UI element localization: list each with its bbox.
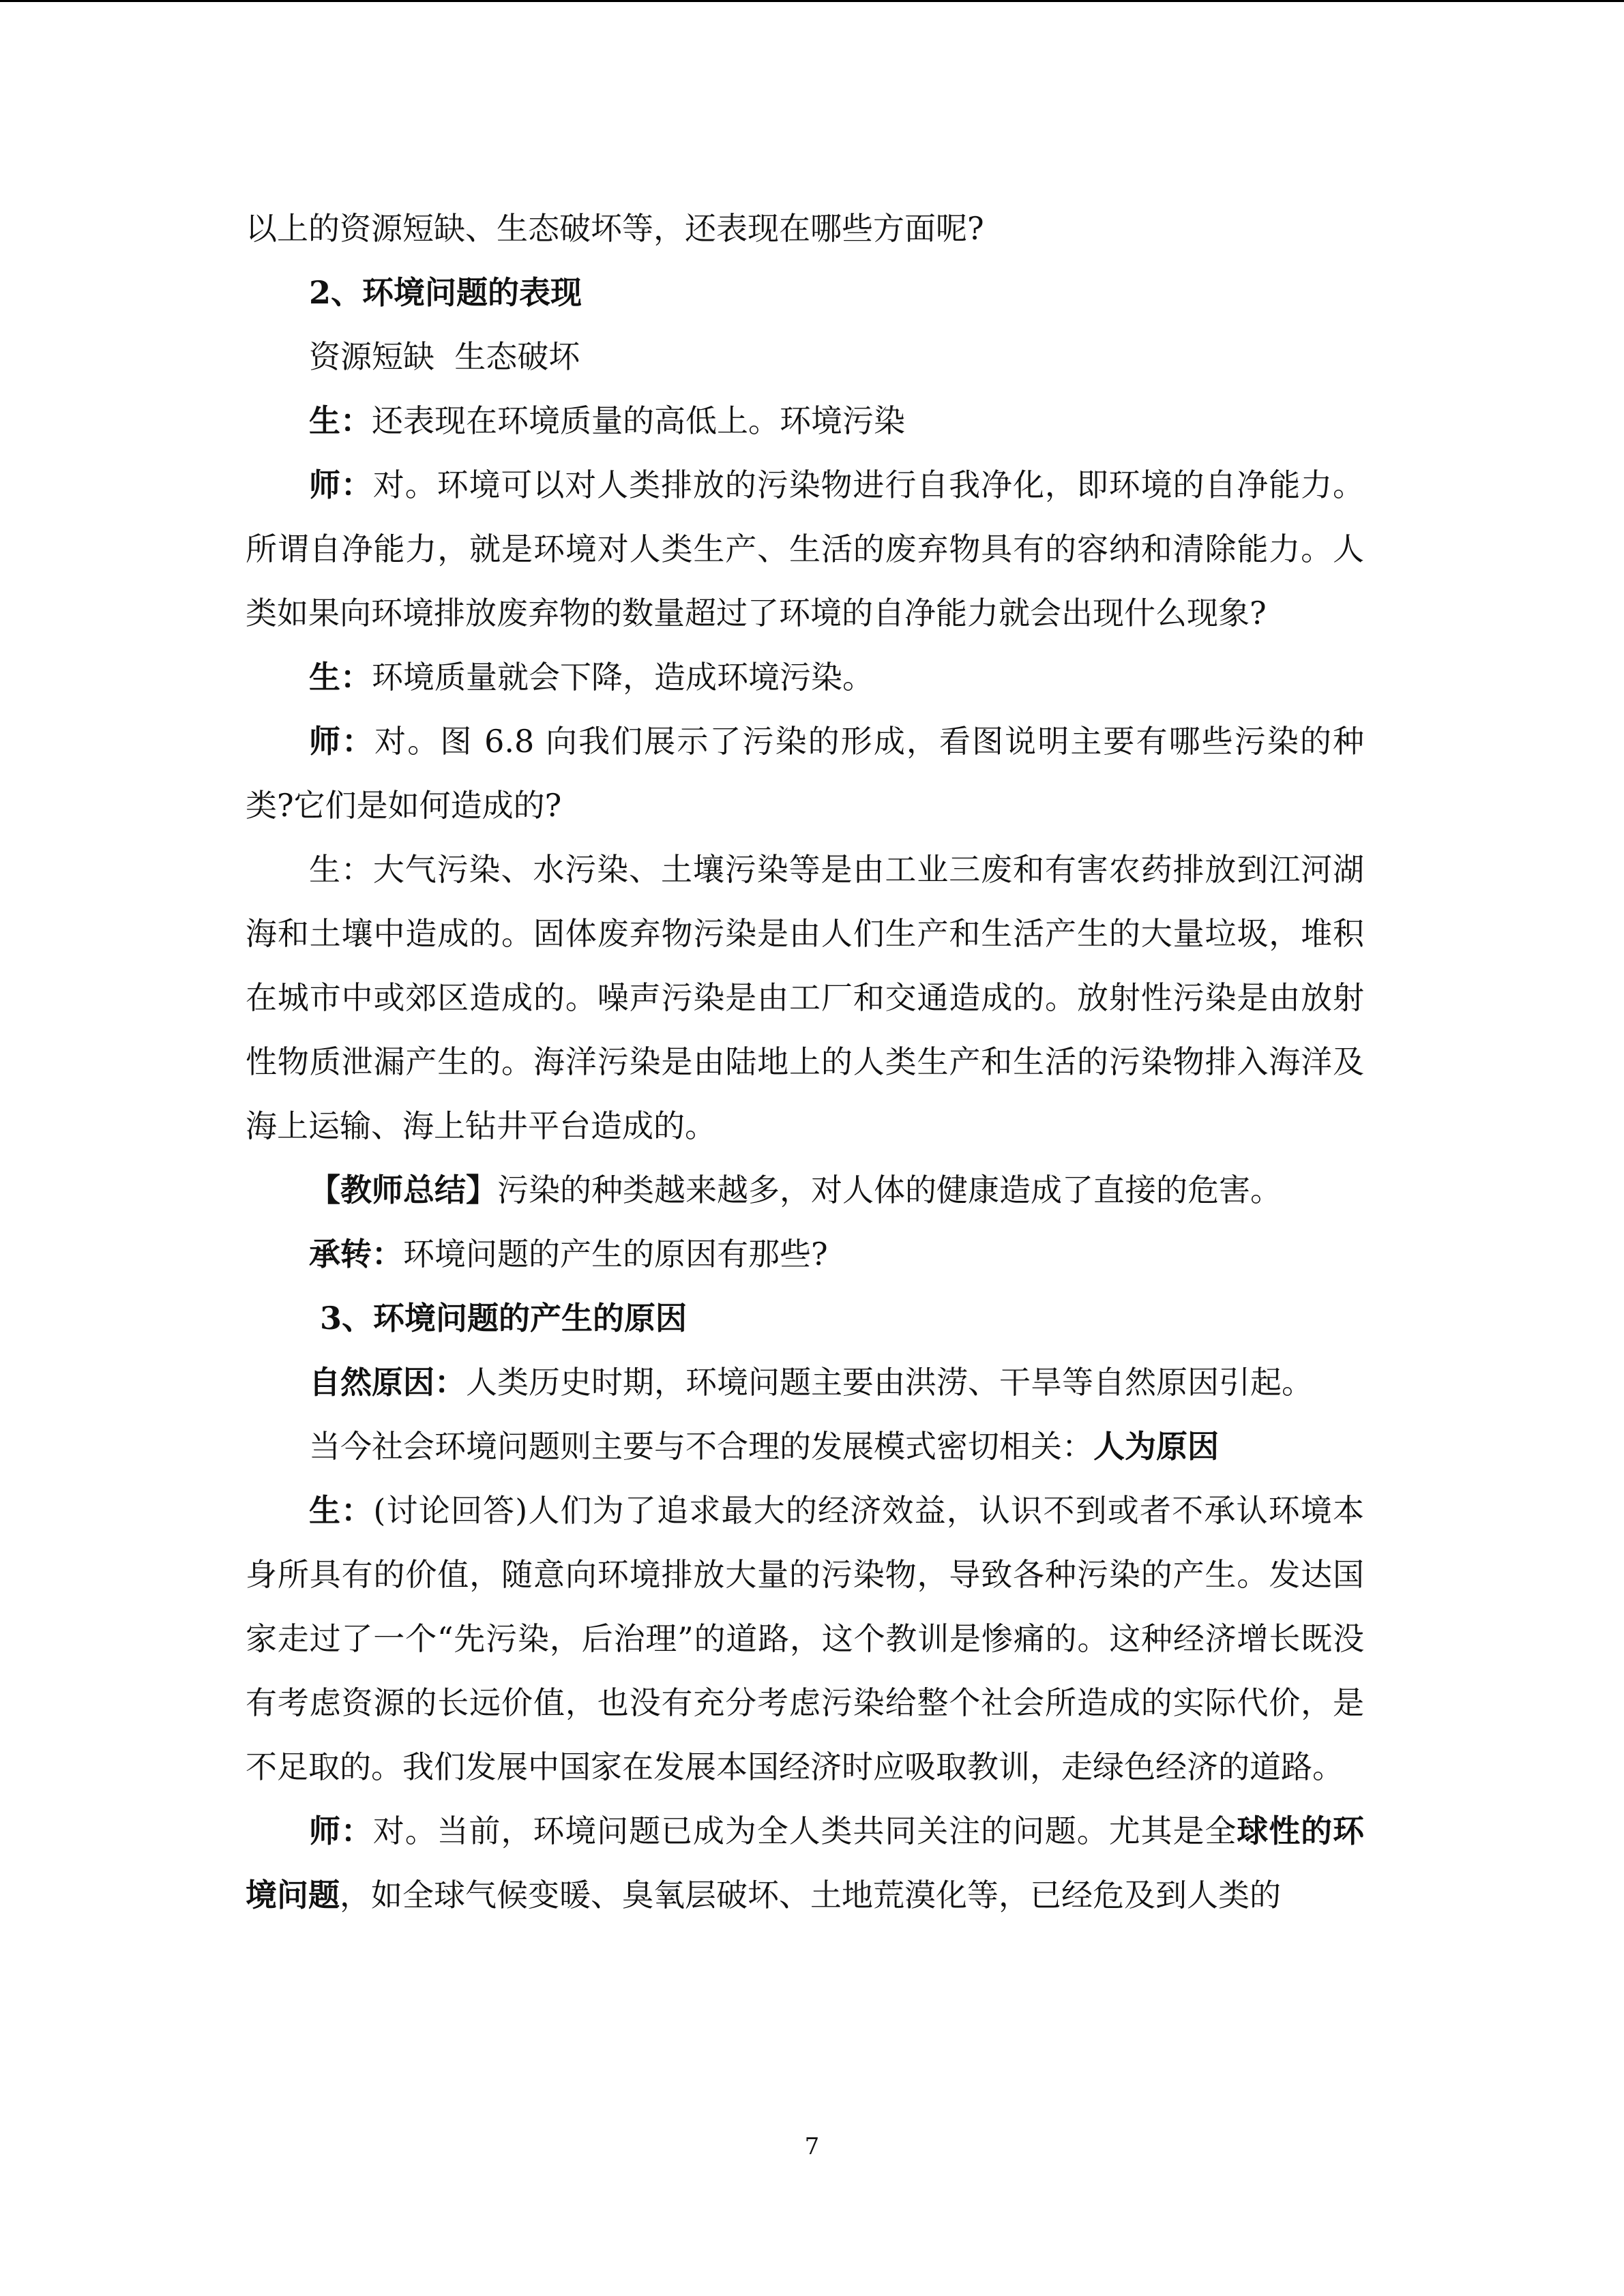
paragraph-text: 对。图 6.8 向我们展示了污染的形成，看图说明主要有哪些污染的种类?它们是如何造成的?	[246, 723, 1364, 824]
section-heading-2: 2、环境问题的表现	[309, 274, 582, 311]
paragraph-text: 对。当前，环境问题已成为全人类共同关注的问题。尤其是全	[372, 1813, 1237, 1849]
paragraph-4	[246, 389, 1364, 453]
paragraph-text: 污染的种类越来越多，对人体的健康造成了直接的危害。	[497, 1172, 1282, 1208]
human-cause-label: 人为原因	[1093, 1428, 1219, 1465]
paragraph-text: 环境质量就会下降，造成环境污染。	[372, 659, 874, 696]
paragraph-text: 还表现在环境质量的高低上。环境污染	[372, 402, 905, 439]
paragraph-text: ，如全球气候变暖、臭氧层破坏、土地荒漠化等，已经危及到人类的	[340, 1877, 1281, 1913]
document-body	[246, 196, 1364, 1927]
emphasis-text: 球性的环境问题	[246, 1813, 1364, 1913]
natural-cause-label: 自然原因：	[309, 1364, 466, 1401]
paragraph-12	[246, 1350, 1364, 1414]
paragraph-1: 以上的资源短缺、生态破坏等，还表现在哪些方面呢?	[246, 210, 984, 247]
paragraph-14	[246, 1478, 1364, 1799]
paragraph-text: 对。环境可以对人类排放的污染物进行自我净化，即环境的自净能力。所谓自净能力，就是环境对人类生产、生活的废弃物具有的容纳和清除能力。人类如果向环境排放废弃物的数量超过了环境的自净能力就会出现什么现象?	[246, 466, 1364, 631]
paragraph-text: (讨论回答)人们为了追求最大的经济效益，认识不到或者不承认环境本身所具有的价值，随意向环境排放大量的污染物，导致各种污染的产生。发达国家走过了一个“先污染，后治理”的道路，这个教训是惨痛的。这种经济增长既没有考虑资源的长远价值，也没有充分考虑污染给整个社会所造成的实际代价，是不足取的。我们发展中国家在发展本国经济时应吸取教训，走绿色经济的道路。	[246, 1492, 1364, 1785]
speaker-label: 师：	[309, 1813, 373, 1849]
speaker-label: 师：	[309, 723, 375, 760]
paragraph-10	[246, 1222, 1364, 1286]
speaker-label: 生：	[309, 402, 372, 439]
speaker-label: 生：	[309, 1492, 374, 1529]
page-number: 7	[804, 2133, 820, 2160]
paragraph-7	[246, 709, 1364, 837]
paragraph-13	[246, 1414, 1364, 1478]
paragraph-8: 生：大气污染、水污染、土壤污染等是由工业三废和有害农药排放到江河湖海和土壤中造成的。固体废弃物污染是由人们生产和生活产生的大量垃圾，堆积在城市中或郊区造成的。噪声污染是由工厂和交通造成的。放射性污染是由放射性物质泄漏产生的。海洋污染是由陆地上的人类生产和生活的污染物排入海洋及海上运输、海上钻井平台造成的。	[246, 851, 1364, 1144]
paragraph-15	[246, 1799, 1364, 1927]
section-heading-3: 3、环境问题的产生的原因	[320, 1300, 688, 1337]
paragraph-9	[246, 1158, 1364, 1222]
paragraph-text: 当今社会环境问题则主要与不合理的发展模式密切相关：	[309, 1428, 1093, 1465]
paragraph-3: 资源短缺 生态破坏	[309, 338, 580, 375]
speaker-label: 生：	[309, 659, 372, 696]
paragraph-text: 环境问题的产生的原因有那些?	[403, 1236, 828, 1272]
paragraph-text: 人类历史时期，环境问题主要由洪涝、干旱等自然原因引起。	[466, 1364, 1313, 1401]
paragraph-6	[246, 645, 1364, 709]
transition-label: 承转：	[309, 1236, 403, 1272]
paragraph-5	[246, 453, 1364, 645]
top-border-line	[0, 0, 1624, 2]
summary-label: 【教师总结】	[309, 1172, 497, 1208]
speaker-label: 师：	[309, 466, 373, 503]
